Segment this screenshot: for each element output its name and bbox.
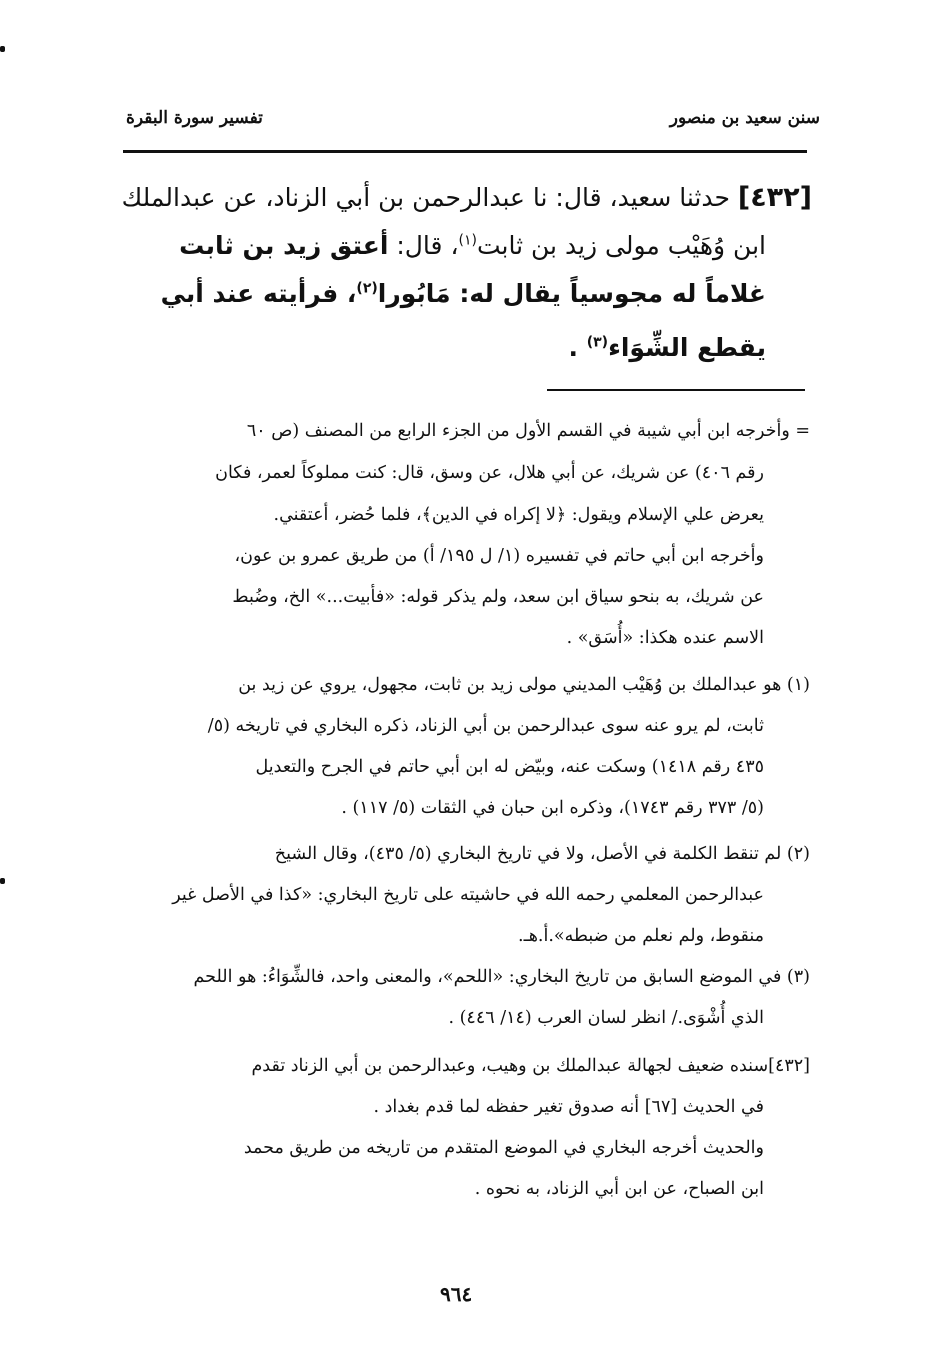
running-header-section-title: تفسير سورة البقرة — [126, 108, 263, 128]
header-rule — [123, 150, 807, 153]
footnote-2-line: منقوط، ولم نعلم من ضبطه».أ.هـ. — [518, 926, 764, 946]
footnote-1-line: ثابت، لم يرو عنه سوى عبدالرحمن بن أبي الزناد، ذكره البخاري في تاريخه (٥/ — [207, 716, 764, 736]
footnote-2-line: عبدالرحمن المعلمي رحمه الله في حاشيته على تاريخ البخاري: «كذا في الأصل غير — [172, 885, 764, 905]
hadith-matn: يقطع الشِّوَاء — [608, 333, 766, 362]
hadith-matn: . — [568, 333, 587, 362]
hadith-line — [161, 274, 766, 314]
hadith-line-text: حدثنا سعيد، قال: نا عبدالرحمن بن أبي الزناد، عن عبدالملك — [121, 183, 730, 212]
footnote-1-line: ٤٣٥ رقم ١٤١٨) وسكت عنه، وبيّض له ابن أبي حاتم في الجرح والتعديل — [255, 757, 764, 777]
footnote-2-line: (٢) لم تنقط الكلمة في الأصل، ولا في تاريخ البخاري (٥/ ٤٣٥)، وقال الشيخ — [274, 844, 810, 864]
footnote-line: الاسم عنده هكذا: «أُسَق» . — [566, 628, 764, 648]
hadith-matn: ، فرأيته عند أبي — [160, 279, 357, 308]
footnote-line: عن شريك، به بنحو سياق ابن سعد، ولم يذكر قوله: «فأبيت...» الخ، وضُبط — [232, 587, 764, 607]
footnote-line: وأخرجه ابن أبي حاتم في تفسيره (١/ ل ١٩٥/ أ) من طريق عمرو بن عون، — [234, 546, 764, 566]
grading-line: [٤٣٢]سنده ضعيف لجهالة عبدالملك بن وهيب، وعبدالرحمن بن أبي الزناد تقدم — [251, 1056, 810, 1076]
footnote-line: يعرض علي الإسلام ويقول: ﴿لا إكراه في الدين﴾، فلما حُضر، أعتقني. — [273, 505, 764, 525]
hadith-number: [٤٣٢] — [737, 182, 812, 213]
footnote-3-line: (٣) في الموضع السابق من تاريخ البخاري: «اللحم»، والمعنى واحد، فالشِّوَاءُ: هو اللحم — [193, 967, 810, 987]
footnote-1-line: (١) هو عبدالملك بن وُهَيْب المديني مولى زيد بن ثابت، مجهول، يروي عن زيد بن — [238, 675, 810, 695]
footnote-ref: (٣) — [586, 334, 609, 351]
footnote-ref: (٢) — [356, 280, 378, 297]
hadith-line-text: ، قال: — [388, 231, 459, 260]
hadith-line — [569, 328, 767, 368]
footnote-line: = وأخرجه ابن أبي شيبة في القسم الأول من الجزء الرابع من المصنف (ص ٦٠ — [246, 421, 810, 441]
hadith-matn: أعتق زيد بن ثابت — [179, 231, 389, 260]
scan-speck — [0, 878, 5, 884]
grading-line: والحديث أخرجه البخاري في الموضع المتقدم من تاريخه من طريق محمد — [243, 1138, 764, 1158]
page-number: ٩٦٤ — [440, 1282, 473, 1306]
footnote-1-line: (٥/ ٣٧٣ رقم ١٧٤٣)، وذكره ابن حبان في الثقات (٥/ ١١٧) . — [341, 798, 764, 818]
hadith-line — [179, 226, 766, 266]
grading-line: في الحديث [٦٧] أنه صدوق تغير حفظه لما قدم بغداد . — [373, 1097, 764, 1117]
footnote-ref: (١) — [458, 232, 477, 249]
footnote-separator — [547, 389, 805, 391]
footnote-line: رقم ٤٠٦) عن شريك، عن أبي هلال، عن وسق، قال: كنت مملوكاً لعمر، فكان — [215, 463, 764, 483]
hadith-matn: غلاماً له مجوسياً يقال له: مَابُورا — [377, 279, 766, 308]
grading-line: ابن الصباح، عن ابن أبي الزناد، به نحوه . — [474, 1179, 764, 1199]
footnote-3-line: الذي أُشْوَى./ انظر لسان العرب (١٤/ ٤٤٦) . — [448, 1008, 764, 1028]
running-header-book-title: سنن سعيد بن منصور — [669, 108, 820, 128]
hadith-line-text: ابن وُهَيْب مولى زيد بن ثابت — [476, 231, 766, 260]
hadith-line — [122, 178, 812, 218]
scan-speck — [0, 46, 5, 52]
